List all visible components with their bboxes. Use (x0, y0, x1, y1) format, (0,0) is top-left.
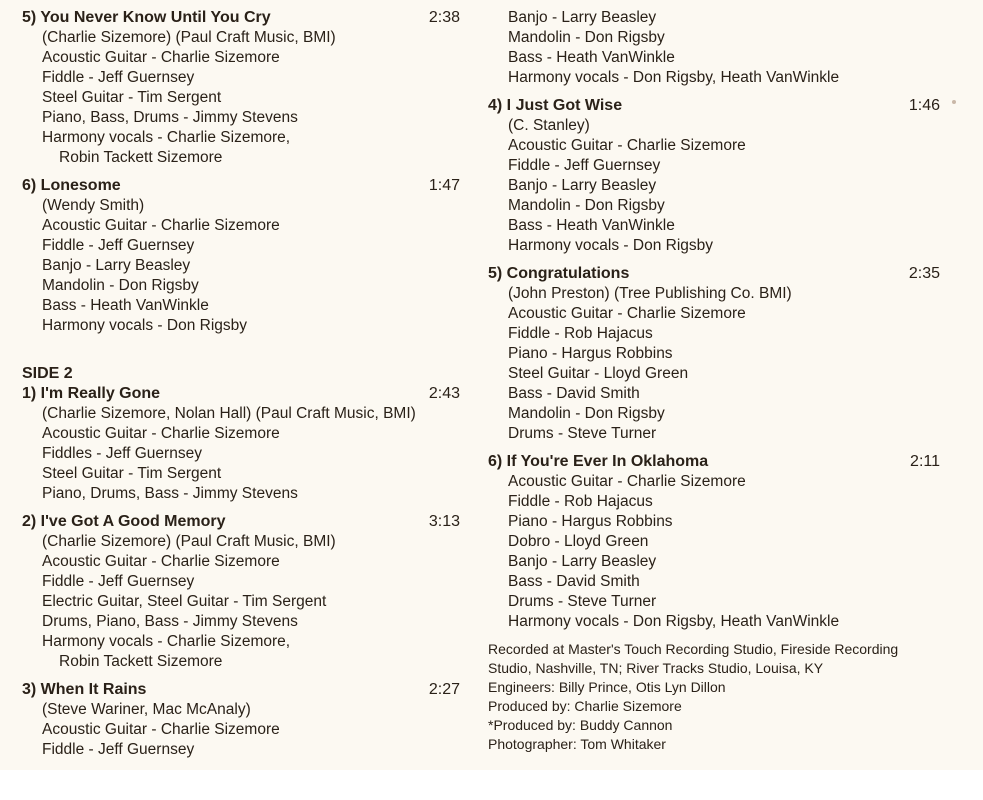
musician-credit: Piano - Hargus Robbins (508, 513, 673, 530)
musician-credit: Fiddle - Rob Hajacus (508, 493, 653, 510)
page-margin (0, 770, 983, 800)
musician-credit: Bass - David Smith (508, 573, 640, 590)
musician-credit: Harmony vocals - Don Rigsby, Heath VanWinkle (508, 69, 840, 86)
musician-credit: Fiddles - Jeff Guernsey (42, 445, 202, 462)
musician-credit: Fiddle - Jeff Guernsey (42, 573, 195, 590)
track-header (22, 8, 460, 28)
musician-credit: Mandolin - Don Rigsby (42, 277, 199, 294)
musician-credit: Fiddle - Jeff Guernsey (508, 157, 661, 174)
musician-credit: Acoustic Guitar - Charlie Sizemore (42, 553, 280, 570)
musician-credit: Harmony vocals - Don Rigsby, Heath VanWinkle (508, 613, 840, 630)
musician-credit: Robin Tackett Sizemore (59, 149, 223, 166)
track-duration: 2:11 (910, 453, 940, 470)
track-continuation (488, 8, 940, 88)
musician-credit: Harmony vocals - Charlie Sizemore, (42, 129, 291, 146)
musician-credit: Harmony vocals - Charlie Sizemore, (42, 633, 291, 650)
musician-credit: Steel Guitar - Lloyd Green (508, 365, 689, 382)
track (22, 512, 460, 672)
musician-credit: Bass - David Smith (508, 385, 640, 402)
production-credits (488, 640, 940, 754)
side-2-track-list (22, 384, 460, 760)
track-writer-credit: (Charlie Sizemore, Nolan Hall) (Paul Craft Music, BMI) (42, 405, 416, 422)
musician-credit: Acoustic Guitar - Charlie Sizemore (42, 721, 280, 738)
musician-credit: Acoustic Guitar - Charlie Sizemore (508, 137, 746, 154)
musician-credit: Banjo - Larry Beasley (508, 177, 657, 194)
track-header (22, 384, 460, 404)
track-duration: 2:38 (428, 9, 460, 26)
side-2-track-list-continued (488, 96, 940, 632)
track-title: 2) I've Got A Good Memory (22, 513, 226, 530)
track-title: 5) You Never Know Until You Cry (22, 9, 271, 26)
credit-line: Produced by: Charlie Sizemore (488, 698, 682, 714)
side-1-track-list (22, 8, 460, 336)
musician-credit: Bass - Heath VanWinkle (42, 297, 209, 314)
musician-credit: Bass - Heath VanWinkle (508, 217, 675, 234)
right-column (488, 8, 940, 754)
track-header (22, 512, 460, 532)
track-duration: 1:47 (428, 177, 460, 194)
musician-credit: Fiddle - Jeff Guernsey (42, 69, 195, 86)
track-title: 5) Congratulations (488, 265, 630, 282)
track-header (22, 176, 460, 196)
musician-credit: Harmony vocals - Don Rigsby (508, 237, 714, 254)
track (488, 264, 940, 444)
musician-credit: Acoustic Guitar - Charlie Sizemore (508, 473, 746, 490)
credit-line: *Produced by: Buddy Cannon (488, 717, 673, 733)
musician-credit: Dobro - Lloyd Green (508, 533, 649, 550)
musician-credit: Fiddle - Rob Hajacus (508, 325, 653, 342)
musician-credit: Banjo - Larry Beasley (42, 257, 191, 274)
track-title: 3) When It Rains (22, 681, 147, 698)
track-duration: 2:43 (428, 385, 460, 402)
left-column (22, 8, 460, 768)
musician-credit: Drums, Piano, Bass - Jimmy Stevens (42, 613, 298, 630)
musician-credit: Electric Guitar, Steel Guitar - Tim Sergent (42, 593, 327, 610)
musician-credit: Mandolin - Don Rigsby (508, 197, 665, 214)
musician-credit: Mandolin - Don Rigsby (508, 29, 665, 46)
musician-credit: Bass - Heath VanWinkle (508, 49, 675, 66)
track-writer-credit: (C. Stanley) (508, 117, 590, 134)
musician-credit: Banjo - Larry Beasley (508, 553, 657, 570)
musician-credit: Drums - Steve Turner (508, 425, 657, 442)
credit-line: Recorded at Master's Touch Recording Studio, Fireside Recording (488, 641, 899, 657)
musician-credit: Acoustic Guitar - Charlie Sizemore (42, 425, 280, 442)
track-duration: 2:35 (908, 265, 940, 282)
track-title: 4) I Just Got Wise (488, 97, 623, 114)
track-writer-credit: (Charlie Sizemore) (Paul Craft Music, BMI) (42, 533, 336, 550)
musician-credit: Robin Tackett Sizemore (59, 653, 223, 670)
musician-credit: Fiddle - Jeff Guernsey (42, 741, 195, 758)
musician-credit: Banjo - Larry Beasley (508, 9, 657, 26)
track-writer-credit: (Charlie Sizemore) (Paul Craft Music, BMI) (42, 29, 336, 46)
track-title: 6) Lonesome (22, 177, 121, 194)
musician-credit: Piano, Bass, Drums - Jimmy Stevens (42, 109, 298, 126)
track-header (488, 264, 940, 284)
credit-line: Studio, Nashville, TN; River Tracks Studio, Louisa, KY (488, 660, 824, 676)
paper-speck (952, 100, 956, 104)
credit-line: Engineers: Billy Prince, Otis Lyn Dillon (488, 679, 726, 695)
track-writer-credit: (Wendy Smith) (42, 197, 145, 214)
track (22, 680, 460, 760)
track-duration: 1:46 (908, 97, 940, 114)
musician-credit: Harmony vocals - Don Rigsby (42, 317, 248, 334)
musician-credit: Acoustic Guitar - Charlie Sizemore (508, 305, 746, 322)
track-header (488, 96, 940, 116)
musician-credit: Acoustic Guitar - Charlie Sizemore (42, 49, 280, 66)
credit-line: Photographer: Tom Whitaker (488, 736, 666, 752)
track-header (488, 452, 940, 472)
track-title: 6) If You're Ever In Oklahoma (488, 453, 709, 470)
musician-credit: Steel Guitar - Tim Sergent (42, 89, 222, 106)
track-writer-credit: (John Preston) (Tree Publishing Co. BMI) (508, 285, 792, 302)
track (22, 8, 460, 168)
musician-credit: Acoustic Guitar - Charlie Sizemore (42, 217, 280, 234)
musician-credit: Drums - Steve Turner (508, 593, 657, 610)
track (22, 176, 460, 336)
track-title: 1) I'm Really Gone (22, 385, 161, 402)
side-2-heading: SIDE 2 (22, 365, 73, 382)
track-header (22, 680, 460, 700)
musician-credit: Piano - Hargus Robbins (508, 345, 673, 362)
track-writer-credit: (Steve Wariner, Mac McAnaly) (42, 701, 251, 718)
musician-credit: Mandolin - Don Rigsby (508, 405, 665, 422)
track (22, 384, 460, 504)
track (488, 452, 940, 632)
musician-credit: Piano, Drums, Bass - Jimmy Stevens (42, 485, 298, 502)
musician-credit: Steel Guitar - Tim Sergent (42, 465, 222, 482)
track (488, 96, 940, 256)
track-duration: 3:13 (428, 513, 460, 530)
track-duration: 2:27 (428, 681, 460, 698)
musician-credit: Fiddle - Jeff Guernsey (42, 237, 195, 254)
